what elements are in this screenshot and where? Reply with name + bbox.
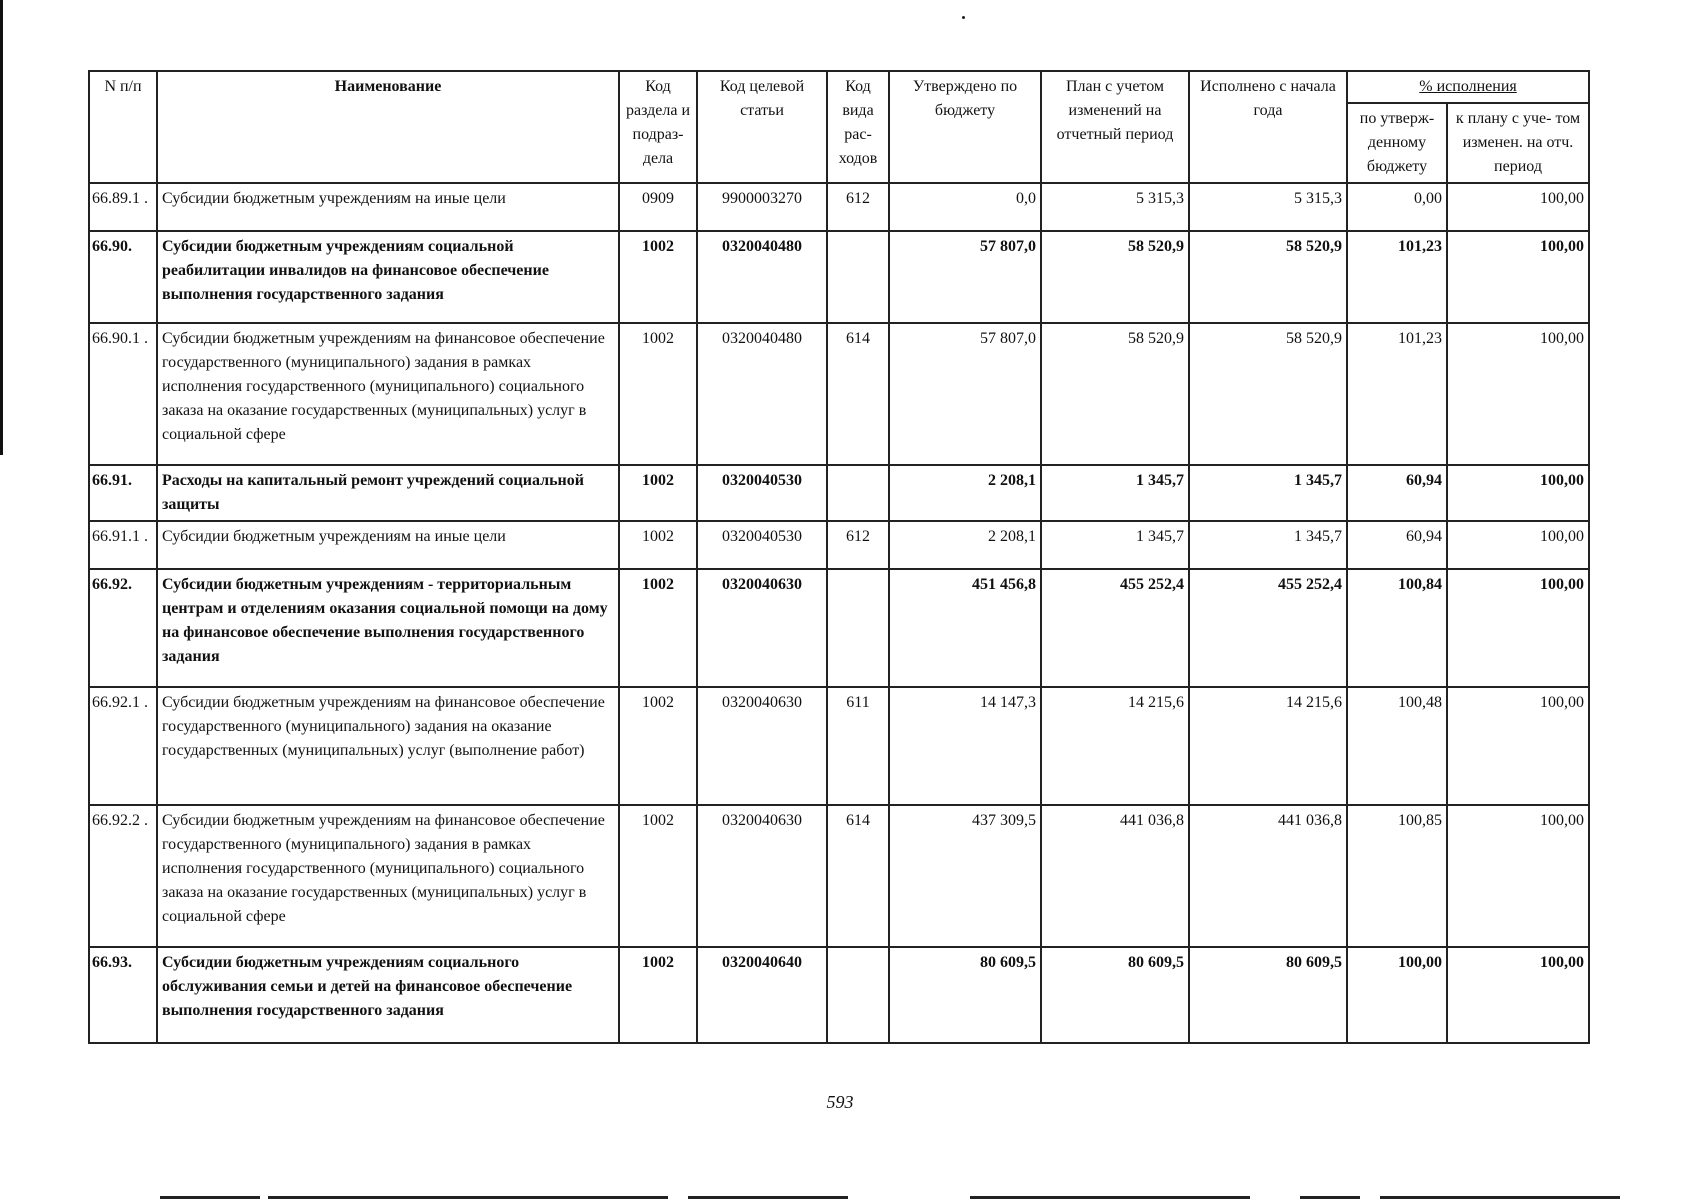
row-pct-plan: 100,00 — [1447, 805, 1589, 947]
header-name: Наименование — [157, 71, 619, 183]
row-name: Субсидии бюджетным учреждениям - территориальным центрам и отделениям оказания социальной помощи на дому на финансовое обеспечение выполнения государственного задания — [157, 569, 619, 687]
row-pct-utv: 100,85 — [1347, 805, 1447, 947]
row-num: 66.92. — [89, 569, 157, 687]
row-razdel: 1002 — [619, 521, 697, 569]
page-number: 593 — [826, 1092, 854, 1112]
table-row — [89, 465, 1589, 521]
row-razdel: 1002 — [619, 687, 697, 805]
row-name: Субсидии бюджетным учреждениям социального обслуживания семьи и детей на финансовое обеспечение выполнения государственного задания — [157, 947, 619, 1043]
row-name: Субсидии бюджетным учреждениям на иные цели — [157, 183, 619, 231]
budget-execution-table — [88, 70, 1590, 1044]
bottom-rule — [688, 1196, 848, 1199]
row-num: 66.90.1 . — [89, 323, 157, 465]
table-row — [89, 231, 1589, 323]
row-isp: 5 315,3 — [1189, 183, 1347, 231]
row-pct-utv: 0,00 — [1347, 183, 1447, 231]
row-razdel: 1002 — [619, 569, 697, 687]
row-celevoi: 0320040480 — [697, 231, 827, 323]
row-num: 66.92.1 . — [89, 687, 157, 805]
row-celevoi: 0320040530 — [697, 521, 827, 569]
row-utv: 0,0 — [889, 183, 1041, 231]
header-pct-group: % исполнения — [1347, 71, 1589, 103]
header-utv: Утверждено по бюджету — [889, 71, 1041, 183]
row-num: 66.90. — [89, 231, 157, 323]
header-num: N п/п — [89, 71, 157, 183]
row-isp: 58 520,9 — [1189, 231, 1347, 323]
row-razdel: 1002 — [619, 231, 697, 323]
header-pct-utv: по утверж- денному бюджету — [1347, 103, 1447, 183]
row-utv: 451 456,8 — [889, 569, 1041, 687]
row-vid: 614 — [827, 805, 889, 947]
row-razdel: 1002 — [619, 805, 697, 947]
row-vid: 611 — [827, 687, 889, 805]
table-row — [89, 805, 1589, 947]
header-row — [89, 71, 1589, 103]
row-plan: 441 036,8 — [1041, 805, 1189, 947]
row-isp: 80 609,5 — [1189, 947, 1347, 1043]
row-isp: 1 345,7 — [1189, 465, 1347, 521]
row-celevoi: 0320040630 — [697, 687, 827, 805]
row-num: 66.91. — [89, 465, 157, 521]
row-plan: 1 345,7 — [1041, 465, 1189, 521]
row-pct-utv: 101,23 — [1347, 323, 1447, 465]
row-razdel: 1002 — [619, 465, 697, 521]
table-row — [89, 947, 1589, 1043]
row-utv: 437 309,5 — [889, 805, 1041, 947]
row-plan: 58 520,9 — [1041, 323, 1189, 465]
row-celevoi: 0320040480 — [697, 323, 827, 465]
row-utv: 57 807,0 — [889, 231, 1041, 323]
row-num: 66.89.1 . — [89, 183, 157, 231]
row-pct-plan: 100,00 — [1447, 231, 1589, 323]
bottom-rule — [1380, 1196, 1620, 1199]
row-plan: 455 252,4 — [1041, 569, 1189, 687]
row-name: Субсидии бюджетным учреждениям на финансовое обеспечение государственного (муниципального) задания на оказание государственных (муниципальных) услуг (выполнение работ) — [157, 687, 619, 805]
header-vid: Код вида рас- ходов — [827, 71, 889, 183]
row-pct-utv: 100,48 — [1347, 687, 1447, 805]
row-pct-plan: 100,00 — [1447, 947, 1589, 1043]
row-celevoi: 9900003270 — [697, 183, 827, 231]
table-row — [89, 521, 1589, 569]
row-name: Расходы на капитальный ремонт учреждений социальной защиты — [157, 465, 619, 521]
budget-table-container — [88, 70, 1588, 1044]
header-celevoi: Код целевой статьи — [697, 71, 827, 183]
row-vid: 614 — [827, 323, 889, 465]
scan-left-edge — [0, 0, 3, 455]
row-isp: 441 036,8 — [1189, 805, 1347, 947]
row-vid — [827, 465, 889, 521]
row-pct-plan: 100,00 — [1447, 465, 1589, 521]
row-pct-plan: 100,00 — [1447, 687, 1589, 805]
row-pct-plan: 100,00 — [1447, 521, 1589, 569]
row-isp: 58 520,9 — [1189, 323, 1347, 465]
row-utv: 2 208,1 — [889, 465, 1041, 521]
row-name: Субсидии бюджетным учреждениям социальной реабилитации инвалидов на финансовое обеспечение выполнения государственного задания — [157, 231, 619, 323]
row-name: Субсидии бюджетным учреждениям на иные цели — [157, 521, 619, 569]
row-plan: 1 345,7 — [1041, 521, 1189, 569]
row-pct-utv: 60,94 — [1347, 465, 1447, 521]
row-num: 66.92.2 . — [89, 805, 157, 947]
row-utv: 57 807,0 — [889, 323, 1041, 465]
row-num: 66.91.1 . — [89, 521, 157, 569]
row-num: 66.93. — [89, 947, 157, 1043]
bottom-rule — [268, 1196, 668, 1199]
row-celevoi: 0320040640 — [697, 947, 827, 1043]
header-razdel: Код раздела и подраз- дела — [619, 71, 697, 183]
row-pct-plan: 100,00 — [1447, 569, 1589, 687]
row-vid — [827, 231, 889, 323]
row-pct-plan: 100,00 — [1447, 323, 1589, 465]
row-pct-plan: 100,00 — [1447, 183, 1589, 231]
row-name: Субсидии бюджетным учреждениям на финансовое обеспечение государственного (муниципального) задания в рамках исполнения государственного (муниципального) социального заказа на оказание государственных (муниципальных) услуг в социальной сфере — [157, 805, 619, 947]
scan-speck — [962, 16, 965, 19]
header-isp: Исполнено с начала года — [1189, 71, 1347, 183]
header-pct-plan: к плану с уче- том изменен. на отч. период — [1447, 103, 1589, 183]
row-razdel: 1002 — [619, 947, 697, 1043]
row-pct-utv: 100,84 — [1347, 569, 1447, 687]
table-row — [89, 569, 1589, 687]
table-body — [89, 183, 1589, 1043]
row-plan: 5 315,3 — [1041, 183, 1189, 231]
bottom-rule — [160, 1196, 260, 1199]
row-isp: 455 252,4 — [1189, 569, 1347, 687]
row-pct-utv: 100,00 — [1347, 947, 1447, 1043]
row-utv: 80 609,5 — [889, 947, 1041, 1043]
table-row — [89, 687, 1589, 805]
row-celevoi: 0320040630 — [697, 569, 827, 687]
row-razdel: 1002 — [619, 323, 697, 465]
row-pct-utv: 101,23 — [1347, 231, 1447, 323]
row-vid: 612 — [827, 183, 889, 231]
row-pct-utv: 60,94 — [1347, 521, 1447, 569]
table-row — [89, 323, 1589, 465]
bottom-rule — [1300, 1196, 1360, 1199]
row-isp: 14 215,6 — [1189, 687, 1347, 805]
header-plan: План с учетом изменений на отчетный период — [1041, 71, 1189, 183]
table-row — [89, 183, 1589, 231]
row-name: Субсидии бюджетным учреждениям на финансовое обеспечение государственного (муниципального) задания в рамках исполнения государственного (муниципального) социального заказа на оказание государственных (муниципальных) услуг в социальной сфере — [157, 323, 619, 465]
row-celevoi: 0320040530 — [697, 465, 827, 521]
row-isp: 1 345,7 — [1189, 521, 1347, 569]
row-utv: 14 147,3 — [889, 687, 1041, 805]
row-plan: 80 609,5 — [1041, 947, 1189, 1043]
row-vid — [827, 947, 889, 1043]
row-plan: 14 215,6 — [1041, 687, 1189, 805]
row-razdel: 0909 — [619, 183, 697, 231]
bottom-rule — [970, 1196, 1250, 1199]
row-plan: 58 520,9 — [1041, 231, 1189, 323]
row-utv: 2 208,1 — [889, 521, 1041, 569]
row-celevoi: 0320040630 — [697, 805, 827, 947]
row-vid — [827, 569, 889, 687]
row-vid: 612 — [827, 521, 889, 569]
